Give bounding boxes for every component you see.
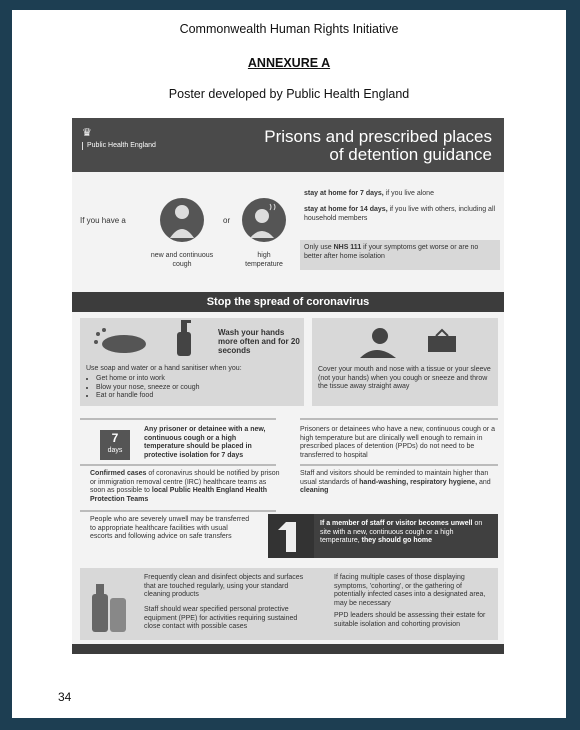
- stay-7-days: stay at home for 7 days, if you live alone: [304, 190, 434, 197]
- severe-unwell-text: People who are severely unwell may be transferred to appropriate healthcare facilities with usual escorts and following advice on safe transfers: [90, 516, 250, 540]
- divider: [80, 464, 276, 466]
- soap-list: [86, 375, 306, 401]
- fever-person-icon: [242, 198, 286, 242]
- staff-hygiene-text: Staff and visitors should be reminded to maintain higher than usual standards of hand-washing, respiratory hygiene, and cleaning: [300, 470, 491, 494]
- page-number: 34: [58, 690, 72, 704]
- symptom-temperature-label: high temperature: [245, 252, 283, 268]
- divider: [80, 510, 276, 512]
- soap-item: • Blow your nose, sneeze or cough: [96, 384, 306, 393]
- spread-banner: Stop the spread of coronavirus: [72, 292, 504, 312]
- ppd-leaders-text: PPD leaders should be assessing their estate for suitable isolation and cohorting provision: [334, 612, 486, 628]
- if-you-have-label: If you have a: [80, 216, 126, 225]
- unwell-icon: [268, 514, 314, 558]
- sanitiser-bottle-icon: [174, 318, 194, 358]
- cleaning-bottles-icon: [90, 574, 130, 634]
- confirmed-cases-text: Confirmed cases of coronavirus should be notified by prison or immigration removal centre (IRC) healthcare teams as soon as possible to local Public Health England Health Protection Teams: [90, 470, 280, 503]
- annex-title: ANNEXURE A: [247, 56, 331, 70]
- stay-14-days: stay at home for 14 days, if you live with others, including all household members: [304, 206, 496, 222]
- sneeze-person-icon: [356, 324, 398, 360]
- document-page: [12, 10, 566, 718]
- divider: [300, 464, 498, 466]
- cover-mouth-panel: [312, 318, 498, 406]
- unwell-staff-banner: If a member of staff or visitor becomes unwell on site with a new, continuous cough or a high temperature, they should go home: [314, 514, 498, 558]
- symptom-cough-label: new and continuous cough: [150, 252, 214, 268]
- wash-hands-heading: Wash your hands more often and for 20 seconds: [218, 328, 300, 355]
- hands-washing-icon: [90, 322, 152, 358]
- header-org: Commonwealth Human Rights Initiative: [179, 22, 399, 36]
- soap-item: • Eat or handle food: [96, 392, 306, 401]
- phe-poster: [72, 118, 504, 654]
- poster-header: [72, 118, 504, 172]
- or-label: or: [223, 216, 231, 225]
- cough-person-icon: [160, 198, 204, 242]
- prisoner-well-text: Prisoners or detainees who have a new, continuous cough or a high temperature but are clinically well enough to remain in prescribed places of detention (PPDs) do not need to be transferred to hospital: [300, 426, 495, 459]
- nhs-111-box: Only use NHS 111 if your symptoms get worse or are no better after home isolation: [300, 240, 500, 270]
- tissue-box-icon: [426, 328, 458, 354]
- poster-footer-bar: [72, 644, 504, 654]
- soap-item: • Get home or into work: [96, 375, 306, 384]
- cover-mouth-text: Cover your mouth and nose with a tissue or your sleeve (not your hands) when you cough or sneeze and throw the tissue away straight away: [318, 366, 491, 390]
- ppe-text: Staff should wear specified personal protective equipment (PPE) for activities requiring sustained close contact with possible cases: [144, 606, 298, 630]
- poster-caption: Poster developed by Public Health England: [168, 87, 410, 101]
- royal-crest-icon: ♛: [82, 127, 92, 139]
- soap-intro: Use soap and water or a hand sanitiser when you:: [86, 365, 242, 372]
- calendar-icon: 7 days: [100, 430, 130, 460]
- poster-org-name: Public Health England: [82, 142, 157, 150]
- clean-surfaces-text: Frequently clean and disinfect objects and surfaces that are touched regularly, using your standard cleaning products: [144, 574, 304, 598]
- prisoner-isolation-text: Any prisoner or detainee with a new, continuous cough or a high temperature should be placed in protective isolation for 7 days: [144, 426, 266, 459]
- poster-title: Prisons and prescribed places of detention guidance: [264, 127, 492, 164]
- divider: [300, 418, 498, 420]
- cohorting-text: If facing multiple cases of those displaying symptoms, 'cohorting', or the gathering of potentially infected cases into a designated area, may be necessary: [334, 574, 486, 607]
- divider: [80, 418, 276, 420]
